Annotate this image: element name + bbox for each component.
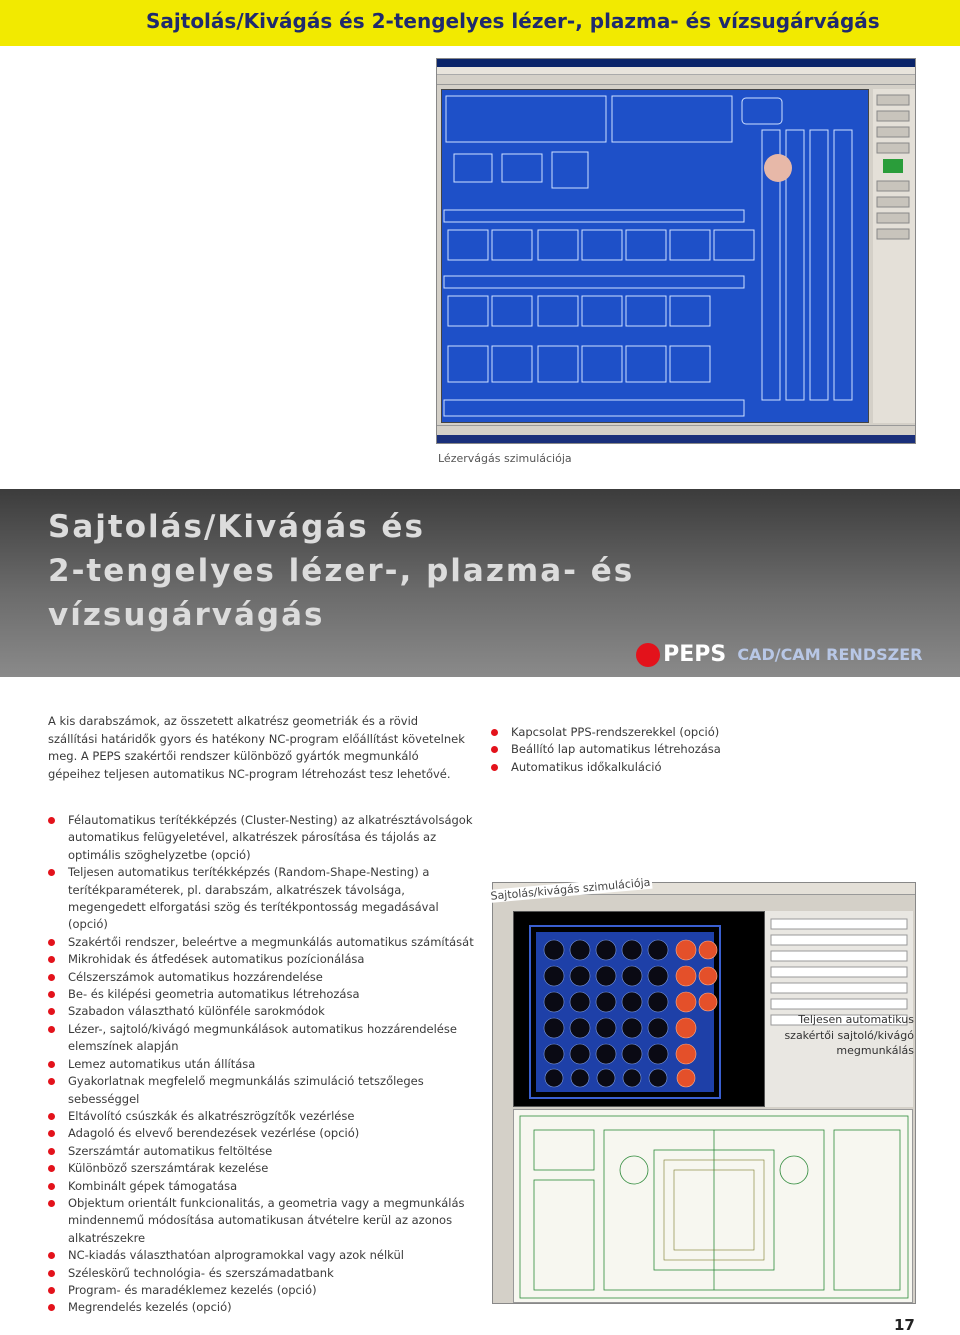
nesting-drawing: [442, 90, 870, 424]
bullet-icon: [491, 746, 498, 753]
list-item: Objektum orientált funkcionalitás, a geometria vagy a megmunkálás mindennemű módosítása automatikusan átvételre kerül az azonos alkatrészekre: [46, 1195, 476, 1247]
title-line-1: Sajtolás/Kivágás és: [48, 509, 425, 545]
laser-simulation-screenshot: [436, 58, 916, 444]
feature-list-main: [46, 812, 476, 1317]
status-bar: [437, 425, 915, 435]
nesting-canvas: [441, 89, 869, 423]
list-item: Szabadon választható különféle sarokmódok: [46, 1003, 476, 1020]
bullet-icon: [48, 1113, 55, 1120]
bullet-icon: [48, 1078, 55, 1085]
bullet-icon: [48, 1183, 55, 1190]
bullet-icon: [491, 764, 498, 771]
window-toolbar: [437, 75, 915, 85]
list-item: Gyakorlatnak megfelelő megmunkálás szimuláció tetszőleges sebességgel: [46, 1073, 476, 1108]
list-item: Különböző szerszámtárak kezelése: [46, 1160, 476, 1177]
list-item: Megrendelés kezelés (opció): [46, 1299, 476, 1316]
page-number: 17: [894, 1316, 915, 1334]
bullet-icon: [48, 1287, 55, 1294]
list-item: Program- és maradéklemez kezelés (opció): [46, 1282, 476, 1299]
bullet-icon: [48, 939, 55, 946]
red-dot-icon: [636, 643, 660, 667]
header-title: Sajtolás/Kivágás és 2-tengelyes lézer-, plazma- és vízsugárvágás: [146, 9, 880, 33]
bullet-icon: [48, 869, 55, 876]
brand-name: PEPS: [663, 642, 727, 667]
list-item: Célszerszámok automatikus hozzárendelése: [46, 969, 476, 986]
bullet-icon: [48, 956, 55, 963]
settings-panel: [765, 911, 913, 1107]
list-item: Szerszámtár automatikus feltöltése: [46, 1143, 476, 1160]
list-item: Adagoló és elvevő berendezések vezérlése (opció): [46, 1125, 476, 1142]
bullet-icon: [48, 1026, 55, 1033]
bullet-icon: [48, 1200, 55, 1207]
bullet-icon: [48, 974, 55, 981]
taskbar: [437, 435, 915, 444]
brand-subtitle: CAD/CAM RENDSZER: [737, 645, 923, 664]
window-titlebar: [437, 59, 915, 67]
bullet-icon: [48, 1270, 55, 1277]
list-item: Teljesen automatikus terítékképzés (Random-Shape-Nesting) a terítékparaméterek, pl. darabszám, alkatrészek távolsága, megengedett elforgatási szög és terítékpontosság megadásával (opció): [46, 864, 476, 934]
window-menubar: [437, 67, 915, 75]
list-item: Automatikus időkalkuláció: [489, 759, 929, 776]
section-title: [48, 505, 634, 637]
list-item: Lézer-, sajtoló/kivágó megmunkálások automatikus hozzárendelése elemszínek alapján: [46, 1021, 476, 1056]
punching-simulation-screenshot: [492, 882, 916, 1304]
figure-caption-2: Sajtolás/kivágás szimulációja: [489, 875, 651, 903]
title-line-2: 2-tengelyes lézer-, plazma- és: [48, 553, 635, 589]
bullet-icon: [491, 729, 498, 736]
list-item: Kombinált gépek támogatása: [46, 1178, 476, 1195]
list-item: NC-kiadás választhatóan alprogramokkal vagy azok nélkül: [46, 1247, 476, 1264]
list-item: Lemez automatikus után állítása: [46, 1056, 476, 1073]
bullet-icon: [48, 991, 55, 998]
bullet-icon: [48, 1304, 55, 1311]
panel-rows: [765, 911, 913, 1107]
header-band: [0, 0, 960, 46]
bullet-icon: [48, 1061, 55, 1068]
list-item: Félautomatikus terítékképzés (Cluster-Nesting) az alkatrésztávolságok automatikus felügyeletével, alkatrészek párosítása és tájolás az optimális szöghelyzetbe (opció): [46, 812, 476, 864]
list-item: Szakértői rendszer, beleértve a megmunkálás automatikus számítását: [46, 934, 476, 951]
bullet-icon: [48, 1252, 55, 1259]
list-item: Széleskörű technológia- és szerszámadatbank: [46, 1265, 476, 1282]
peps-logo: [636, 642, 922, 668]
list-item: Be- és kilépési geometria automatikus létrehozása: [46, 986, 476, 1003]
sheet-drawing: [514, 912, 766, 1108]
figure-caption: Lézervágás szimulációja: [438, 452, 572, 465]
drawing-view: [513, 1109, 913, 1303]
side-caption: Teljesen automatikus szakértői sajtoló/kivágó megmunkálás: [784, 1013, 914, 1057]
list-item: Eltávolító csúszkák és alkatrészrögzítők vezérlése: [46, 1108, 476, 1125]
list-item: Kapcsolat PPS-rendszerekkel (opció): [489, 724, 929, 741]
feature-list-right: [489, 724, 929, 776]
sheet-view: [513, 911, 765, 1107]
bullet-icon: [48, 1130, 55, 1137]
bullet-icon: [48, 1148, 55, 1155]
panel-buttons: [873, 89, 915, 289]
list-item: Beállító lap automatikus létrehozása: [489, 741, 929, 758]
bullet-icon: [48, 1165, 55, 1172]
title-line-3: vízsugárvágás: [48, 597, 325, 633]
bullet-icon: [48, 1008, 55, 1015]
list-item: Mikrohidak és átfedések automatikus pozícionálása: [46, 951, 476, 968]
command-panel: [873, 89, 915, 423]
bullet-icon: [48, 817, 55, 824]
intro-paragraph: A kis darabszámok, az összetett alkatrész geometriák és a rövid szállítási határidők gyors és hatékony NC-program előállítást követelnek meg. A PEPS szakértői rendszer különböző gyártók megmunkáló gépeihez teljesen automatikus NC-program létrehozást tesz lehetővé.: [48, 714, 465, 781]
technical-drawing: [514, 1110, 914, 1304]
